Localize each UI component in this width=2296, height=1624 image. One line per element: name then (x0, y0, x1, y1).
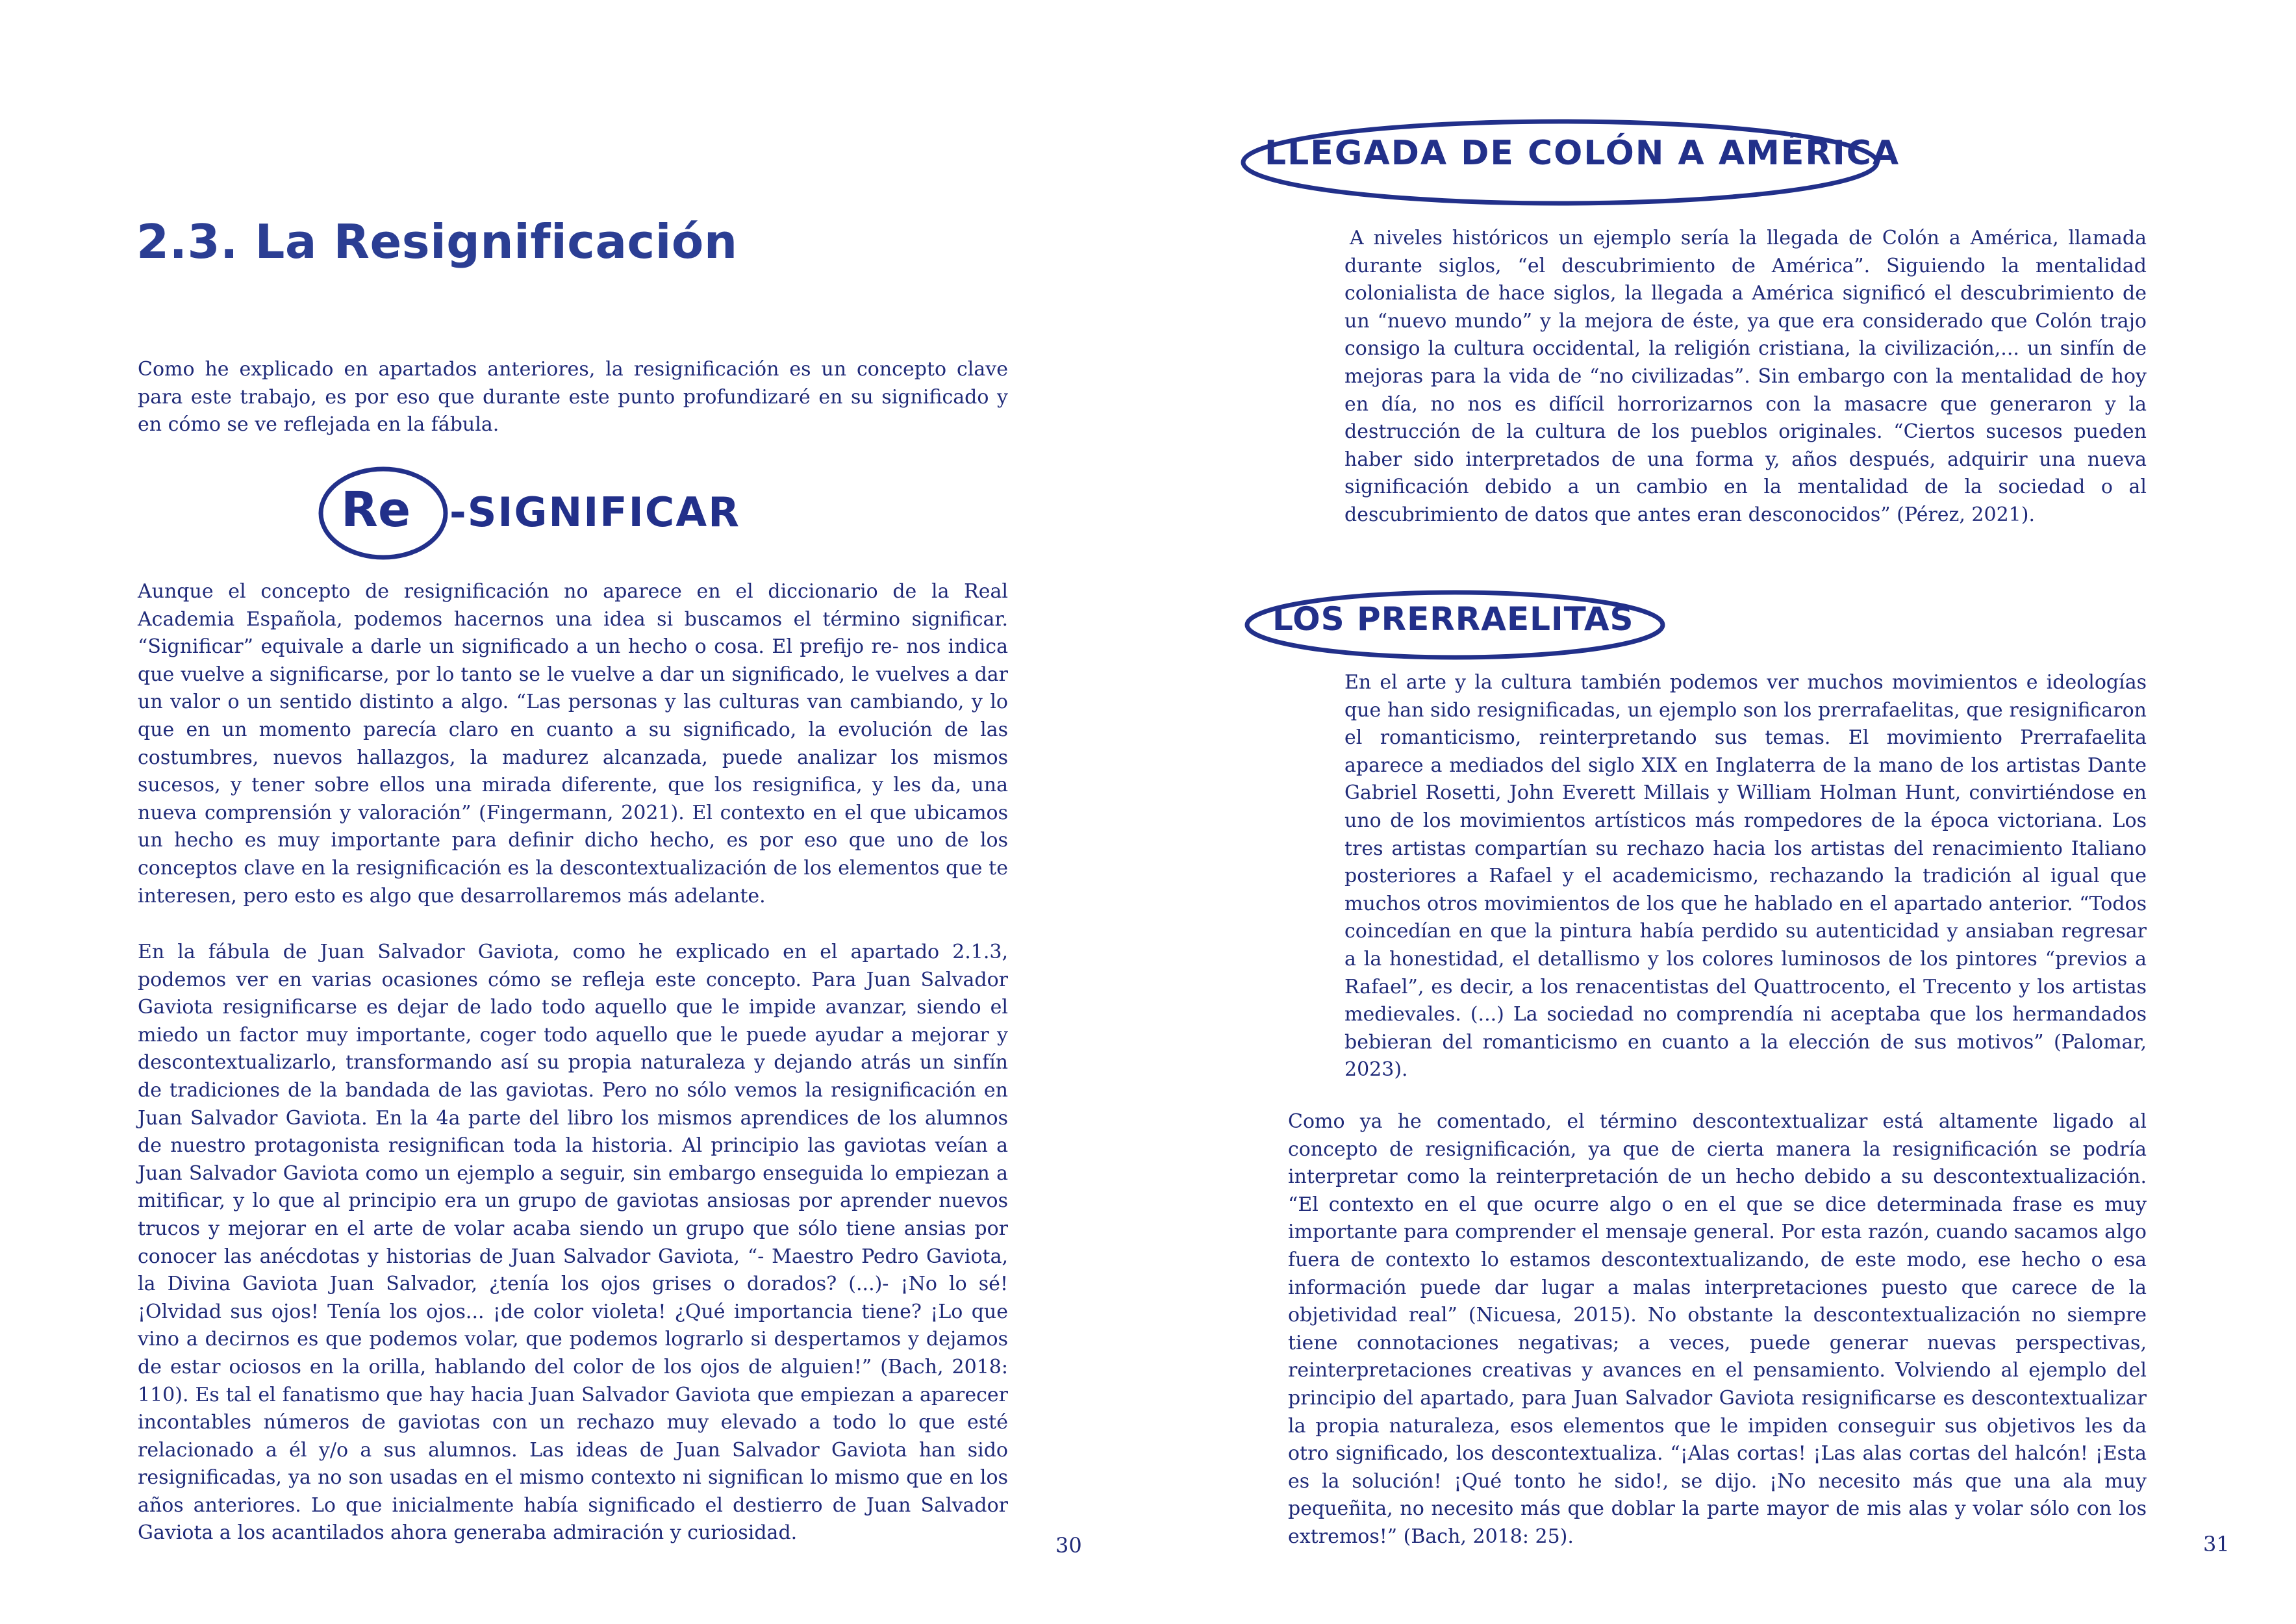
body-paragraph-1 (138, 578, 1008, 910)
colon-text: A niveles históricos un ejemplo sería la llegada de Colón a América, llamada durante siglos, “el descubrimiento de América”. Siguiendo la mentalidad colonialista de hace siglos, la llegada a América significó el descubrimiento de un “nuevo mundo” y la mejora de éste, ya que era considerado que Colón trajo consigo la cultura occidental, la religión cristiana, la civilización,... un sinfín de mejoras para la vida de “no civilizadas”. Sin embargo con la mentalidad de hoy en día, no nos es difícil horrorizarnos con la masacre que generaron y la destrucción de la cultura de los pueblos originales. “Ciertos sucesos pueden haber sido interpretados de una forma y, años después, adquirir una nueva significación debido a un cambio en la mentalidad de la sociedad o al descubrimiento de datos que antes eran desconocidos” (Pérez, 2021). (1344, 227, 2147, 526)
paragraph-1-text: Aunque el concepto de resignificación no aparece en el diccionario de la Real Academia Española, podemos hacernos una idea si buscamos el término significar. “Significar” equivale a darle un significado a un hecho o cosa. El prefijo re- nos indica que vuelve a significarse, por lo tanto se le vuelve a dar un significado, le vuelves a dar un valor o un sentido distinto a algo. “Las personas y las culturas van cambiando, y lo que en un momento parecía claro en cuanto a su significado, la evolución de las costumbres, nuevos hallazgos, la madurez alcanzada, puede analizar los mismos sucesos, y tener sobre ellos una mirada diferente, que los resignifica, y les da, una nueva comprensión y valoración” (Fingermann, 2021). El contexto en el que ubicamos un hecho es muy importante para definir dicho hecho, es por eso que uno de los conceptos clave en la resignificación es la descontextualización de los elementos que te interesen, pero esto es algo que desarrollaremos más adelante. (138, 580, 1008, 907)
page-number: 31 (2203, 1532, 2230, 1556)
descontextualizar-paragraph (1288, 1108, 2147, 1551)
right-page (1148, 0, 2296, 1624)
paragraph-2-text: En la fábula de Juan Salvador Gaviota, como he explicado en el apartado 2.1.3, podemos ver en varias ocasiones cómo se refleja este concepto. Para Juan Salvador Gaviota resignificarse es dejar de lado todo aquello que le impide avanzar, siendo el miedo un factor muy importante, coger todo aquello que le puede ayudar a mejorar y descontextualizarlo, transformando así su propia naturaleza y dejando atrás un sinfín de tradiciones de la bandada de las gaviotas. Pero no sólo vemos la resignificación en Juan Salvador Gaviota. En la 4a parte del libro los mismos aprendices de los alumnos de nuestro protagonista resignifican toda la historia. Al principio las gaviotas veían a Juan Salvador Gaviota como un ejemplo a seguir, sin embargo enseguida lo empiezan a mitificar, y lo que al principio era un grupo de gaviotas ansiosas por aprender nuevos trucos y mejorar en el arte de volar acaba siendo un grupo que sólo tiene ansias por conocer las anécdotas y historias de Juan Salvador Gaviota, “- Maestro Pedro Gaviota, la Divina Gaviota Juan Salvador, ¿tenía los ojos grises o dorados? (...)- ¡No lo sé! ¡Olvidad sus ojos! Tenía los ojos... ¡de color violeta! ¿Qué importancia tiene? ¡Lo que vino a decirnos es que podemos volar, que podemos lograrlo si despertamos y dejamos de estar ociosos en la orilla, hablando del color de los ojos de alguien!” (Bach, 2018: 110). Es tal el fanatismo que hay hacia Juan Salvador Gaviota que empiezan a aparecer incontables números de gaviotas con un rechazo muy elevado a todo lo que esté relacionado a él y/o a sus alumnos. Las ideas de Juan Salvador Gaviota han sido resignificadas, ya no son usadas en el mismo contexto ni significan lo mismo que en los años anteriores. Lo que inicialmente había significado el destierro de Juan Salvador Gaviota a los acantilados ahora generaba admiración y curiosidad. (138, 941, 1008, 1545)
intro-paragraph (138, 356, 1008, 439)
page-number: 30 (1055, 1533, 1082, 1558)
significar-handwritten: -SIGNIFICAR (449, 488, 740, 536)
intro-text: Como he explicado en apartados anteriores, la resignificación es un concepto clave para este trabajo, es por eso que durante este punto profundizaré en su significado y en cómo se ve reflejada en la fábula. (138, 358, 1008, 437)
section-title: 2.3. La Resignificación (136, 214, 738, 269)
colon-paragraph (1344, 225, 2147, 529)
body-paragraph-2 (138, 939, 1008, 1547)
prerrafaelitas-label-handwritten: LOS PRERRAELITAS (1272, 600, 1634, 638)
prerrafaelitas-paragraph (1344, 669, 2147, 1084)
descontextualizar-text: Como ya he comentado, el término descontextualizar está altamente ligado al concepto de resignificación, ya que de cierta manera la resignificación se podría interpretar como la reinterpretación de un hecho debido a su descontextualización. “El contexto en el que ocurre algo o en el que se dice determinada frase es muy importante para comprender el mensaje general. Por esta razón, cuando sacamos algo fuera de contexto lo estamos descontextualizando, de este modo, ese hecho o esa información puede dar lugar a malas interpretaciones puesto que carece de la objetividad real” (Nicuesa, 2015). No obstante la descontextualización no siempre tiene connotaciones negativas; a veces, puede generar nuevas perspectivas, reinterpretaciones creativas y avances en el pensamiento. Volviendo al ejemplo del principio del apartado, para Juan Salvador Gaviota resignificarse es descontextualizar la propia naturaleza, esos elementos que le impiden conseguir sus objetivos les da otro significado, los descontextualiza. “¡Alas cortas! ¡Las alas cortas del halcón! ¡Esta es la solución! ¡Qué tonto he sido!, se dijo. ¡No necesito más que una ala muy pequeñita, no necesito más que doblar la parte mayor de mis alas y volar sólo con los extremos!” (Bach, 2018: 25). (1288, 1110, 2147, 1548)
re-prefix-handwritten: Re (341, 482, 411, 538)
colon-label-handwritten: LLEGADA DE COLÓN A AMÉRICA (1265, 134, 1900, 173)
prerrafaelitas-text: En el arte y la cultura también podemos ver muchos movimientos e ideologías que han sido resignificadas, un ejemplo son los prerrafaelitas, que resignificaron el romanticismo, reinterpretando sus temas. El movimiento Prerrafaelita aparece a mediados del siglo XIX en Inglaterra de la mano de los artistas Dante Gabriel Rosetti, John Everett Millais y William Holman Hunt, convirtiéndose en uno de los movimientos artísticos más rompedores de la época victoriana. Los tres artistas compartían su rechazo hacia los artistas del renacimiento Italiano posteriores a Rafael y el academicismo, rechazando la tradición al igual que muchos otros movimientos de los que he hablado en el apartado anterior. “Todos coincedían en que la pintura había perdido su autenticidad y ansiaban regresar a la honestidad, el detallismo y los colores luminosos de los pintores “previos a Rafael”, es decir, a los renacentistas del Quattrocento, el Trecento y los artistas medievales. (...) La sociedad no comprendía ni aceptaba que los hermandados bebieran del romanticismo en cuanto a la elección de sus motivos” (Palomar, 2023). (1344, 671, 2147, 1082)
